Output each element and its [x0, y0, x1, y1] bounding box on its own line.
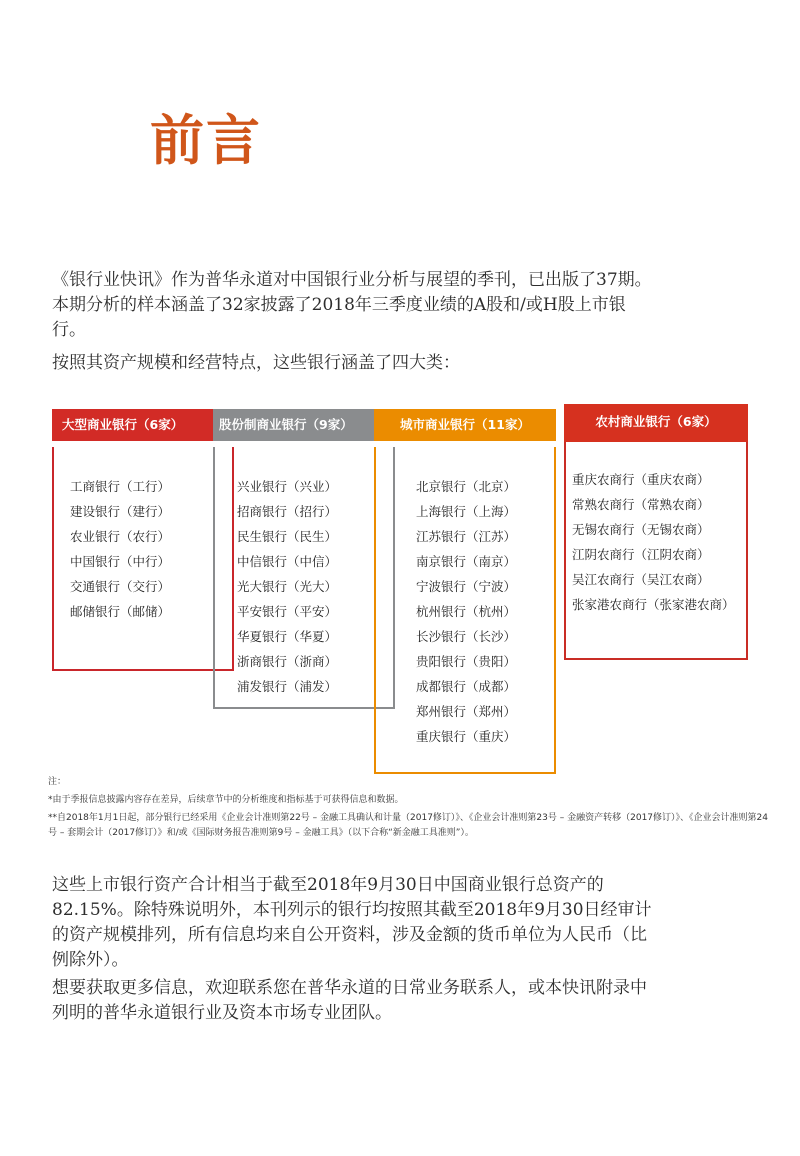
category-city-commercial-banks: [374, 409, 556, 744]
bank-item: 重庆银行（重庆）: [416, 729, 517, 744]
bank-item: 中信银行（中信）: [237, 554, 338, 569]
notes-label: 注：: [48, 777, 67, 787]
contact-paragraph: 想要获取更多信息，欢迎联系您在普华永道的日常业务联系人，或本快讯附录中列明的普华永道银行业及资本市场专业团队。: [52, 978, 647, 1023]
category-large-commercial-banks: [52, 409, 234, 619]
bank-item: 北京银行（北京）: [416, 479, 517, 494]
bank-item: 招商银行（招行）: [237, 504, 338, 519]
category-rural-commercial-banks: [564, 404, 748, 612]
bank-item: 宁波银行（宁波）: [416, 579, 517, 594]
bank-item: 光大银行（光大）: [237, 579, 338, 594]
footnotes: [48, 775, 768, 844]
bank-item: 吴江农商行（吴江农商）: [572, 572, 710, 587]
bank-item: 农业银行（农行）: [70, 529, 171, 544]
bank-item: 华夏银行（华夏）: [237, 629, 338, 644]
bank-item: 邮储银行（邮储）: [70, 604, 171, 619]
bank-item: 杭州银行（杭州）: [416, 604, 517, 619]
bank-item: 民生银行（民生）: [237, 529, 338, 544]
intro-paragraph: 《银行业快讯》作为普华永道对中国银行业分析与展望的季刊，已出版了37期。本期分析的样本涵盖了32家披露了2018年三季度业绩的A股和/或H股上市银行。: [52, 270, 652, 340]
category-joint-stock-banks: [213, 409, 395, 694]
category-header: 农村商业银行（6家）: [564, 404, 748, 442]
bank-item: 郑州银行（郑州）: [416, 704, 517, 719]
bank-item: 中国银行（中行）: [70, 554, 171, 569]
category-header: 大型商业银行（6家）: [52, 409, 234, 441]
bank-item: 江苏银行（江苏）: [416, 529, 517, 544]
bank-item: 交通银行（交行）: [70, 579, 171, 594]
bank-item: 平安银行（平安）: [237, 604, 338, 619]
bank-item: 常熟农商行（常熟农商）: [572, 497, 710, 512]
bank-item: 建设银行（建行）: [70, 504, 171, 519]
bank-item: 浙商银行（浙商）: [237, 654, 338, 669]
bank-item: 无锡农商行（无锡农商）: [572, 522, 710, 537]
bank-item: 南京银行（南京）: [416, 554, 517, 569]
bank-item: 长沙银行（长沙）: [416, 629, 517, 644]
footnote-2: **自2018年1月1日起，部分银行已经采用《企业会计准则第22号 – 金融工具确认和计量（2017修订）》、《企业会计准则第23号 – 金融资产转移（2017修订）》、《企业会计准则第24号 – 套期会计（2017修订）》和/或《国际财务报告准则第9号 – 金融工具》（以下合称“新金融工具准则”）。: [48, 813, 768, 838]
footnote-1: *由于季报信息披露内容存在差异，后续章节中的分析维度和指标基于可获得信息和数据。: [48, 795, 404, 805]
summary-paragraph: 这些上市银行资产合计相当于截至2018年9月30日中国商业银行总资产的82.15%。除特殊说明外，本刊列示的银行均按照其截至2018年9月30日经审计的资产规模排列，所有信息均来自公开资料，涉及金额的货币单位为人民币（比例除外）。: [52, 875, 652, 970]
bank-item: 上海银行（上海）: [416, 504, 517, 519]
category-header: 股份制商业银行（9家）: [213, 409, 395, 441]
bank-item: 江阴农商行（江阴农商）: [572, 547, 710, 562]
bank-item: 浦发银行（浦发）: [237, 679, 338, 694]
page-title: 前言: [150, 108, 262, 172]
bank-item: 重庆农商行（重庆农商）: [572, 472, 710, 487]
category-header: 城市商业银行（11家）: [374, 409, 556, 441]
bank-item: 张家港农商行（张家港农商）: [572, 597, 735, 612]
bank-item: 兴业银行（兴业）: [237, 479, 338, 494]
bank-item: 贵阳银行（贵阳）: [416, 654, 517, 669]
bank-list: [564, 467, 756, 617]
categories-intro: 按照其资产规模和经营特点，这些银行涵盖了四大类：: [52, 353, 460, 373]
bank-item: 成都银行（成都）: [416, 679, 517, 694]
bank-item: 工商银行（工行）: [70, 479, 171, 494]
